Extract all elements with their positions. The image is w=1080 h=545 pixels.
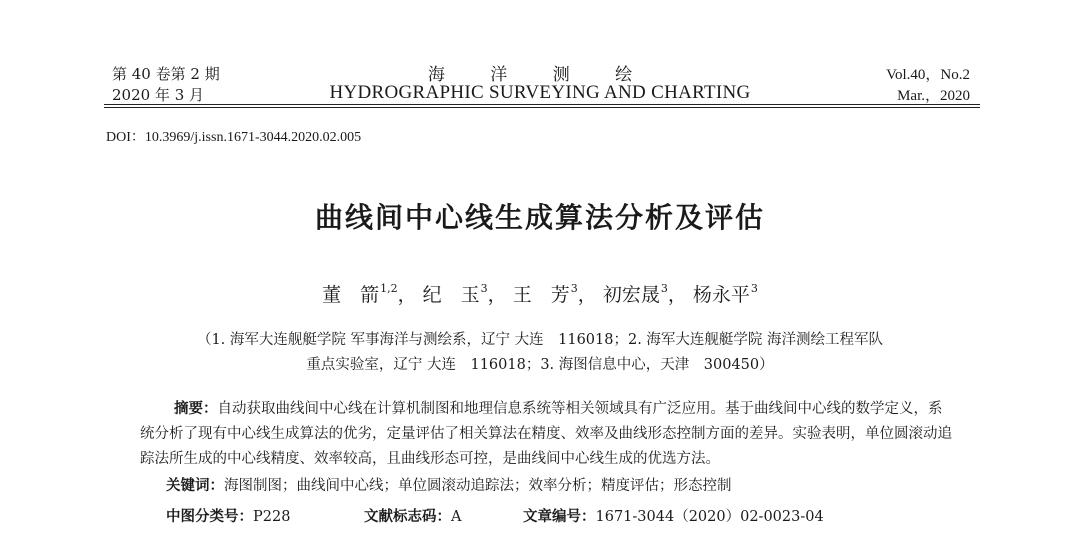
author-list [0, 280, 1080, 307]
keywords-text: 海图制图；曲线间中心线；单位圆滚动追踪法；效率分析；精度评估；形态控制 [224, 478, 732, 494]
volume-issue-en: Vol.40，No.2 [886, 67, 970, 83]
affiliation-line-2: 重点实验室，辽宁 大连 116018；3. 海图信息中心，天津 300450） [306, 357, 774, 373]
abstract [140, 397, 952, 472]
document-code: 文献标志码：A [364, 509, 462, 525]
author: 王 芳$^3$， [512, 282, 597, 306]
author: 初宏晟$^3$， [602, 282, 687, 306]
article-number: 文章编号：1671-3044（2020）02-0023-04 [523, 509, 824, 525]
author: 纪 玉$^3$， [422, 282, 507, 306]
journal-name-en: HYDROGRAPHIC SURVEYING AND CHARTING [329, 82, 751, 103]
author: 杨永平$^3$ [692, 282, 758, 306]
author: 董 箭$^{1,2}$， [322, 282, 417, 306]
date-en: Mar.，2020 [897, 88, 970, 104]
abstract-label: 摘要： [174, 401, 218, 417]
header-rule-bottom [104, 107, 980, 108]
keywords-label: 关键词： [166, 478, 224, 494]
journal-name-cn: 海 洋 测 绘 [427, 65, 653, 85]
header-rule-top [104, 104, 980, 105]
paper-title: 曲线间中心线生成算法分析及评估 [314, 201, 765, 234]
keywords [166, 474, 732, 495]
doi: DOI：10.3969/j.issn.1671-3044.2020.02.005 [106, 130, 362, 145]
affiliation-line-1: （1. 海军大连舰艇学院 军事海洋与测绘系，辽宁 大连 116018；2. 海军大连舰艇学院 海洋测绘工程军队 [196, 332, 884, 348]
volume-issue-cn: 第 40 卷第 2 期 [112, 65, 220, 83]
clc-number: 中图分类号：P228 [166, 509, 291, 525]
abstract-text: 自动获取曲线间中心线在计算机制图和地理信息系统等相关领域具有广泛应用。基于曲线间中心线的数学定义，系统分析了现有中心线生成算法的优劣，定量评估了相关算法在精度、效率及曲线形态控制方面的差异。实验表明，单位圆滚动追踪法所生成的中心线精度、效率较高，且曲线形态可控，是曲线间中心线生成的优选方法。 [140, 401, 952, 467]
date-cn: 2020 年 3 月 [112, 86, 205, 104]
